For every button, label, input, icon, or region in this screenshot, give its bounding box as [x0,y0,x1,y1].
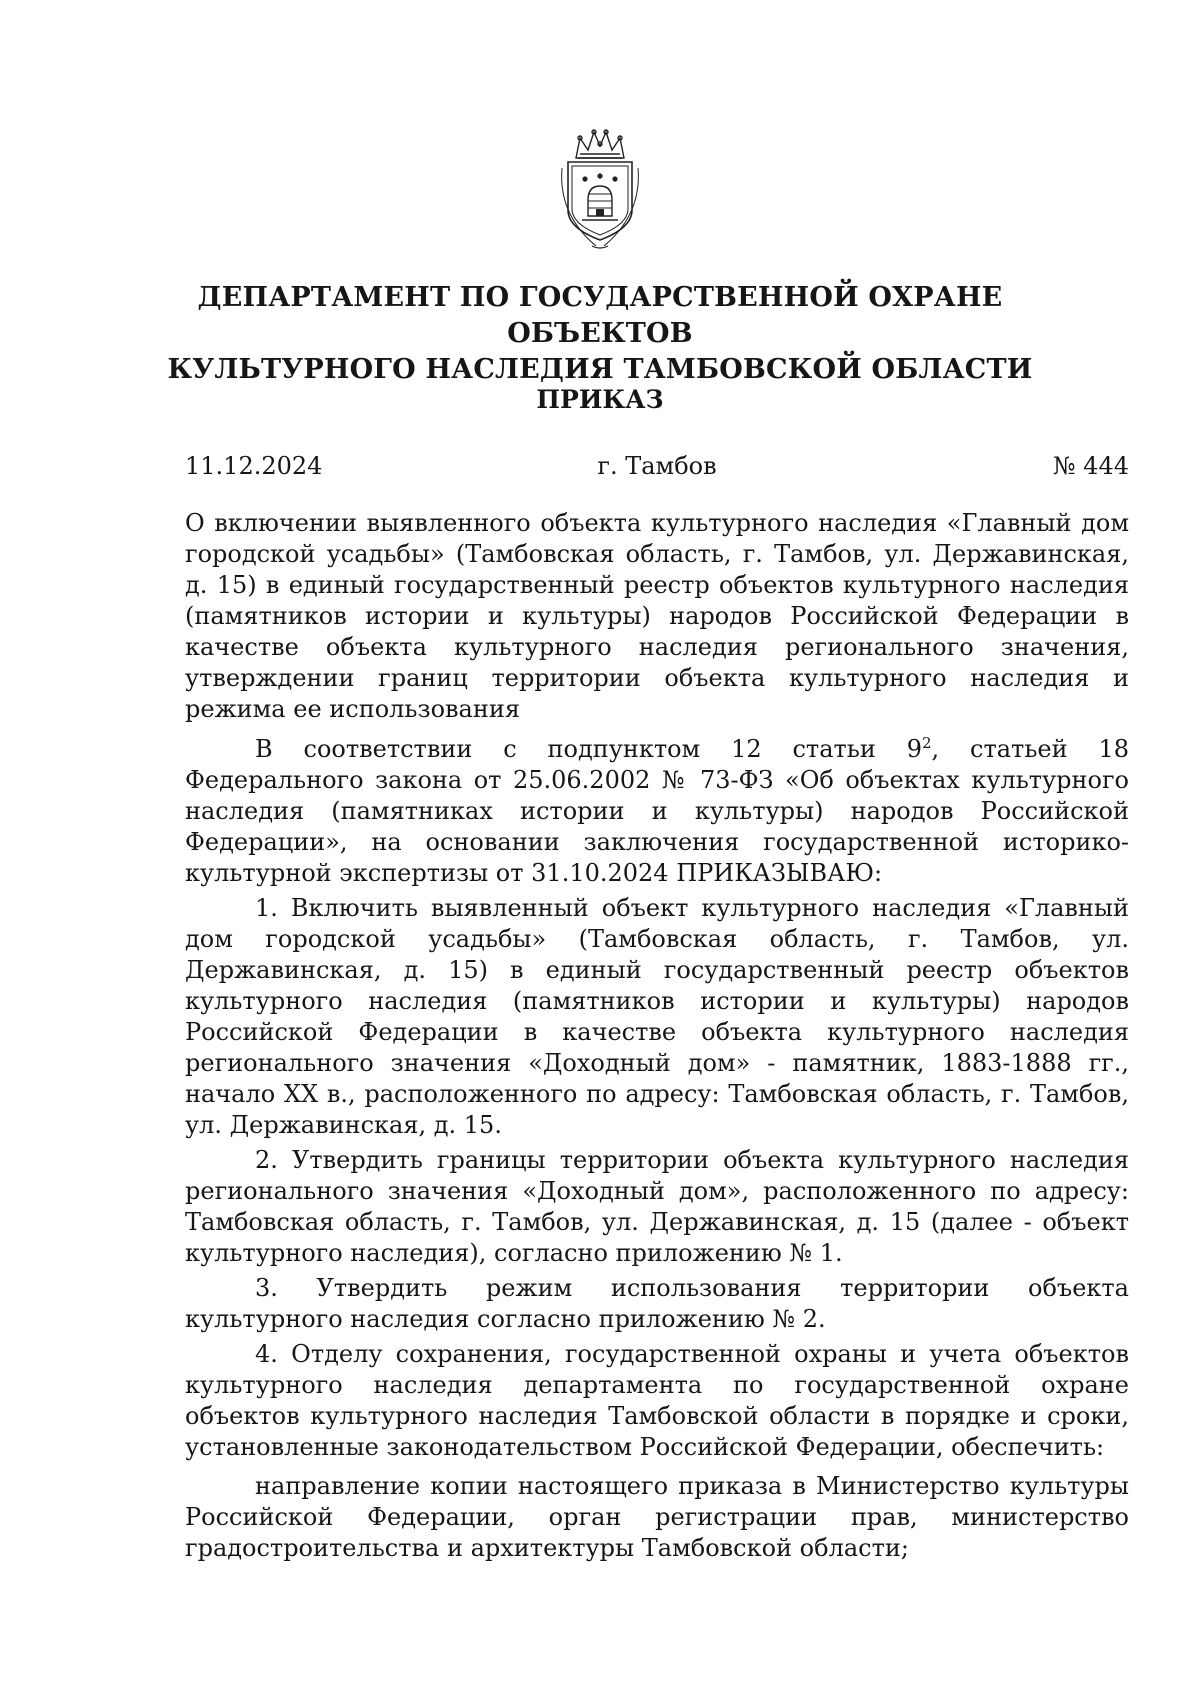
order-subject: О включении выявленного объекта культурного наследия «Главный дом городской усадьбы» (Тамбовская область, г. Тамбов, ул. Державинская, д. 15) в единый государственный реестр объектов культурного наследия (памятников истории и культуры) народов Российской Федерации в качестве объекта культурного наследия регионального значения, утверждении границ территории объекта культурного наследия и режима ее использования [185,509,1129,723]
department-line-2: КУЛЬТУРНОГО НАСЛЕДИЯ ТАМБОВСКОЙ ОБЛАСТИ [167,354,1033,385]
preamble-text-part-2: , статьей 18 Федерального закона от 25.06.2002 № 73-ФЗ «Об объектах культурного наследия (памятниках истории и культуры) народов Российской Федерации», на основании заключения государственной историко-культурной экспертизы от 31.10.2024 ПРИКАЗЫВАЮ: [185,735,1129,887]
coat-of-arms-icon [552,124,648,252]
preamble-superscript: 2 [921,734,932,752]
order-item-4: 4. Отделу сохранения, государственной охраны и учета объектов культурного наследия департамента по государственной охране объектов культурного наследия Тамбовской области в порядке и сроки, установленные законодательством Российской Федерации, обеспечить: [185,1340,1129,1461]
preamble-paragraph [185,734,1129,889]
order-item-2: 2. Утвердить границы территории объекта культурного наследия регионального значения «Доходный дом», расположенного по адресу: Тамбовская область, г. Тамбов, ул. Державинская, д. 15 (далее - объект культурного наследия), согласно приложению № 1. [185,1146,1129,1267]
order-item-1: 1. Включить выявленный объект культурного наследия «Главный дом городской усадьбы» (Тамбовская область, г. Тамбов, ул. Державинская, д. 15) в единый государственный реестр объектов культурного наследия (памятников истории и культуры) народов Российской Федерации в качестве объекта культурного наследия регионального значения «Доходный дом» - памятник, 1883-1888 гг., начало XX в., расположенного по адресу: Тамбовская область, г. Тамбов, ул. Державинская, д. 15. [185,894,1129,1139]
department-line-1: ДЕПАРТАМЕНТ ПО ГОСУДАРСТВЕННОЙ ОХРАНЕ ОБЪЕКТОВ [197,282,1003,349]
order-city: г. Тамбов [597,452,717,480]
order-date: 11.12.2024 [185,452,323,480]
preamble-text-part-1: В соответствии с подпунктом 12 статьи 9 [255,735,922,763]
order-body [185,734,1129,1568]
order-number: № 444 [1052,452,1129,480]
order-item-3: 3. Утвердить режим использования территории объекта культурного наследия согласно приложению № 2. [185,1274,1129,1333]
document-type-title: ПРИКАЗ [536,385,664,414]
department-heading [150,280,1050,388]
order-item-4-bullet: направление копии настоящего приказа в Министерство культуры Российской Федерации, орган регистрации прав, министерство градостроительства и архитектуры Тамбовской области; [185,1472,1129,1562]
